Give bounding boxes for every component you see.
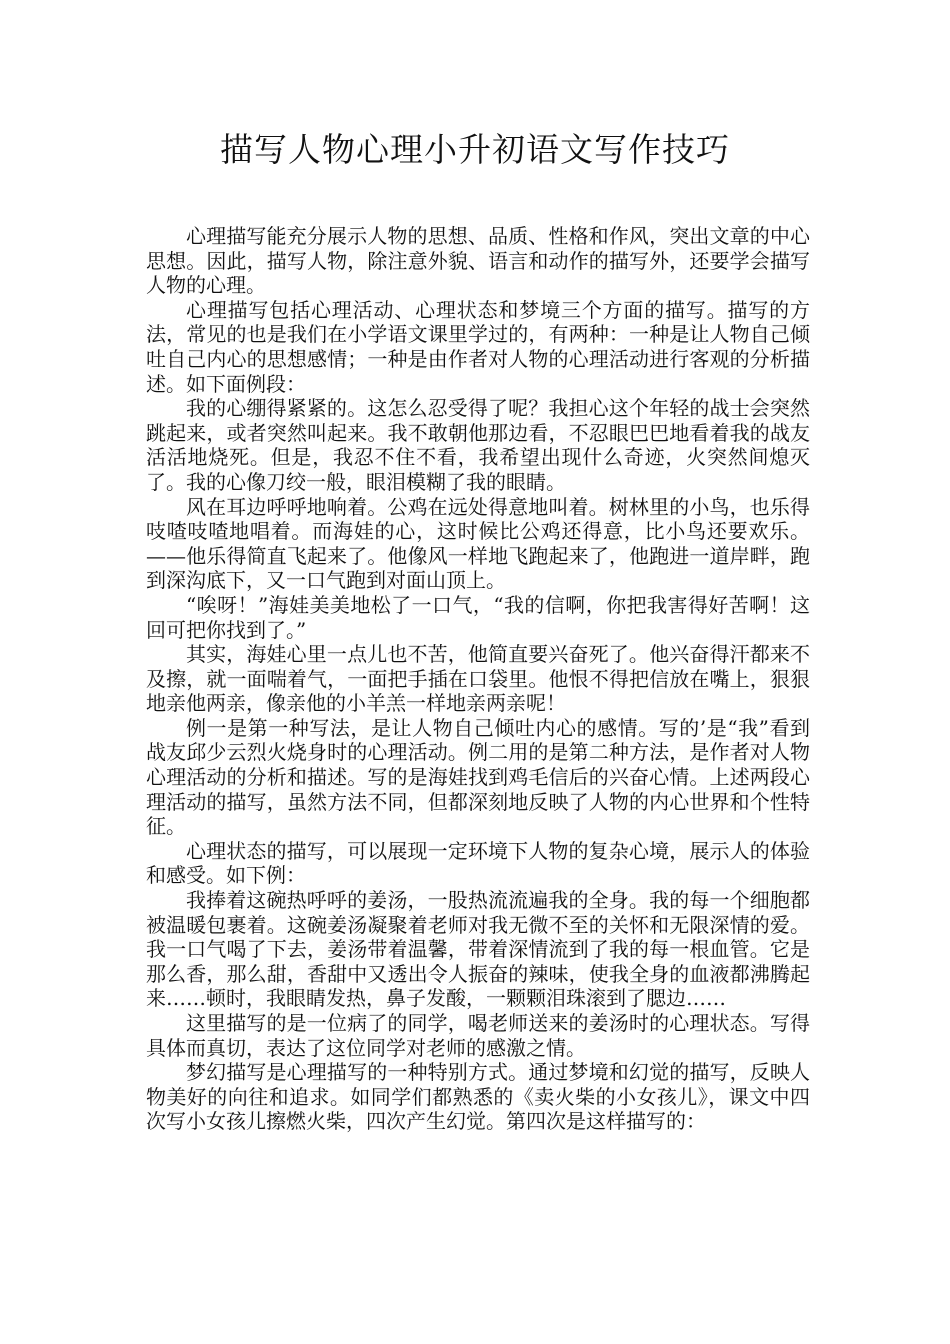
paragraph-9: 我捧着这碗热呼呼的姜汤，一股热流流遍我的全身。我的每一个细胞都被温暖包裹着。这碗姜汤凝聚着老师对我无微不至的关怀和无限深情的爱。我一口气喝了下去，姜汤带着温馨，带着深情流到了我的每一根血管。它是那么香，那么甜，香甜中又透出令人振奋的辣味，使我全身的血液都沸腾起来……顿时，我眼睛发热，鼻子发酸，一颗颗泪珠滚到了腮边…… [146,888,810,1011]
paragraph-5: “唉呀！”海娃美美地松了一口气，“我的信啊，你把我害得好苦啊！这回可把你找到了。” [146,592,810,642]
paragraph-10: 这里描写的是一位病了的同学，喝老师送来的姜汤时的心理状态。写得具体而真切，表达了这位同学对老师的感激之情。 [146,1011,810,1060]
paragraph-4: 风在耳边呼呼地响着。公鸡在远处得意地叫着。树林里的小鸟，也乐得吱喳吱喳地唱着。而海娃的心，这时候比公鸡还得意，比小鸟还要欢乐。——他乐得简直飞起来了。他像风一样地飞跑起来了，他跑进一道岸畔，跑到深沟底下，又一口气跑到对面山顶上。 [146,494,810,593]
paragraph-8: 心理状态的描写，可以展现一定环境下人物的复杂心境，展示人的体验和感受。如下例： [146,838,810,888]
page-title: 描写人物心理小升初语文写作技巧 [220,130,730,169]
paragraph-7: 例一是第一种写法，是让人物自己倾吐内心的感情。写的’是“我”看到战友邱少云烈火烧身时的心理活动。例二用的是第二种方法，是作者对人物心理活动的分析和描述。写的是海娃找到鸡毛信后的兴奋心情。上述两段心理活动的描写，虽然方法不同，但都深刻地反映了人物的内心世界和个性特征。 [146,715,810,839]
paragraph-3: 我的心绷得紧紧的。这怎么忍受得了呢？我担心这个年轻的战士会突然跳起来，或者突然叫起来。我不敢朝他那边看，不忍眼巴巴地看着我的战友活活地烧死。但是，我忍不住不看，我希望出现什么奇迹，火突然间熄灭了。我的心像刀绞一般，眼泪模糊了我的眼睛。 [146,396,810,494]
paragraph-11: 梦幻描写是心理描写的一种特别方式。通过梦境和幻觉的描写，反映人物美好的向往和追求。如同学们都熟悉的《卖火柴的小女孩儿》，课文中四次写小女孩儿擦燃火柴，四次产生幻觉。第四次是这样描写的： [146,1060,810,1134]
document-body [146,224,810,1134]
paragraph-6: 其实，海娃心里一点儿也不苦，他简直要兴奋死了。他兴奋得汗都来不及擦，就一面喘着气，一面把手插在口袋里。他恨不得把信放在嘴上，狠狠地亲他两亲，像亲他的小羊羔一样地亲两亲呢！ [146,642,810,716]
paragraph-1: 心理描写能充分展示人物的思想、品质、性格和作风，突出文章的中心思想。因此，描写人物，除注意外貌、语言和动作的描写外，还要学会描写人物的心理。 [146,224,810,298]
paragraph-2: 心理描写包括心理活动、心理状态和梦境三个方面的描写。描写的方法，常见的也是我们在小学语文课里学过的，有两种：一种是让人物自己倾吐自己内心的思想感情；一种是由作者对人物的心理活动进行客观的分析描述。如下面例段： [146,297,810,396]
